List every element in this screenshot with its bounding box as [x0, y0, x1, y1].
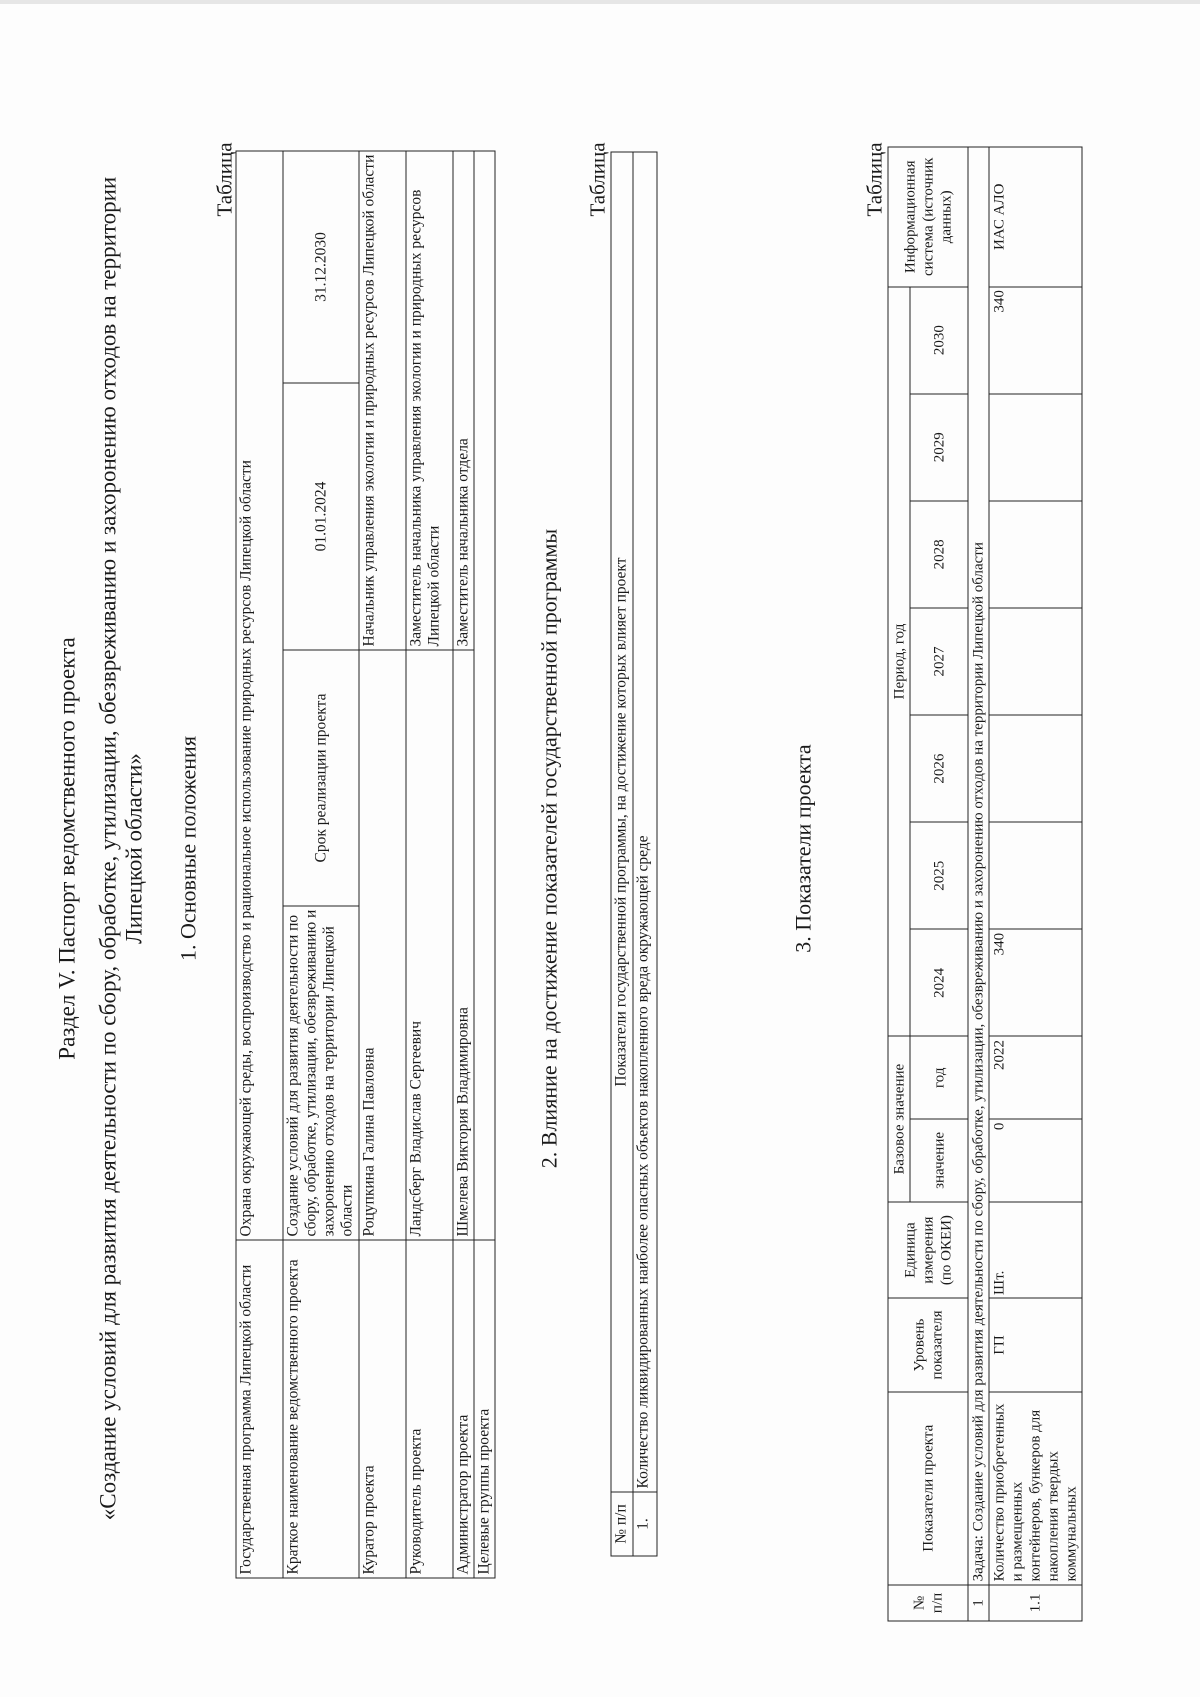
short-name-label: Краткое наименование ведомственного проекта [283, 1240, 359, 1578]
h-indicator: Показатели проекта [888, 1392, 968, 1585]
h-year-2024: 2024 [910, 929, 968, 1036]
h-base-value: значение [910, 1119, 968, 1202]
row-indicator: Количество ликвидированных наиболее опасных объектов накопленного вреда окружающей среде [633, 152, 657, 1492]
row-2029 [989, 394, 1082, 501]
table-row [453, 151, 474, 1578]
short-name-value: Создание условий для развития деятельности по сбору, обработке, утилизации, обезвреживанию и захоронению отходов на территории Липецкой области [283, 906, 359, 1240]
table-row [968, 147, 989, 1621]
task-num: 1 [968, 1585, 989, 1621]
project-indicators-table [888, 147, 1083, 1622]
section1-table-caption: Таблица [212, 142, 237, 217]
row-2025 [989, 822, 1082, 929]
table-row [989, 147, 1082, 1621]
table-row [406, 151, 453, 1578]
target-groups-label: Целевые группы проекта [474, 1240, 495, 1578]
project-title-line1: «Создание условий для развития деятельности по сбору, обработке, утилизации, обезвреживанию и захоронению отходов на территории [95, 176, 121, 1521]
h-year-2025: 2025 [910, 822, 968, 929]
row-2024: 340 [989, 929, 1082, 1036]
term-label: Срок реализации проекта [283, 650, 359, 906]
row-num: 1.1 [989, 1585, 1082, 1621]
row-unit: Шт. [989, 1202, 1082, 1299]
table-row [474, 151, 495, 1578]
head-position: Заместитель начальника управления экологии и природных ресурсов Липецкой области [406, 151, 453, 650]
curator-name: Роцупкина Галина Павловна [359, 650, 406, 1240]
admin-label: Администратор проекта [453, 1240, 474, 1578]
project-title-line2: Липецкой области» [121, 753, 147, 944]
h-year-2026: 2026 [910, 715, 968, 822]
row-2026 [989, 715, 1082, 822]
table-row [359, 151, 406, 1578]
h-unit: Единица измерения (по ОКЕИ) [888, 1202, 968, 1299]
program-label: Государственная программа Липецкой области [236, 1240, 283, 1578]
h-info: Информационная система (источник данных) [888, 147, 968, 287]
row-info: ИАС АЛО [989, 147, 1082, 287]
col-num-header: № п/п [611, 1492, 633, 1556]
task-text: Задача: Создание условий для развития деятельности по сбору, обработке, утилизации, обезвреживанию и захоронению отходов на территории Липецкой области [968, 147, 989, 1585]
section1-heading: 1. Основные положения [175, 736, 201, 961]
section3-table-caption: Таблица [862, 142, 887, 217]
section3-heading: 3. Показатели проекта [790, 744, 816, 953]
scan-top-edge [0, 0, 1200, 4]
row-level: ГП [989, 1298, 1082, 1391]
row-num: 1. [633, 1492, 657, 1556]
h-period: Период, год [888, 287, 910, 1037]
table-row [283, 151, 359, 1578]
row-2027 [989, 608, 1082, 715]
h-year-2030: 2030 [910, 287, 968, 394]
table-row [633, 152, 657, 1556]
program-indicators-table [611, 152, 658, 1557]
head-label: Руководитель проекта [406, 1240, 453, 1578]
curator-position: Начальник управления экологии и природных ресурсов Липецкой области [359, 151, 406, 650]
section2-heading: 2. Влияние на достижение показателей государственной программы [536, 528, 562, 1169]
section2-table-caption: Таблица [585, 142, 610, 217]
admin-name: Шмелева Виктория Владимировна [453, 650, 474, 1240]
main-provisions-table [236, 151, 496, 1579]
term-end: 31.12.2030 [283, 151, 359, 383]
term-start: 01.01.2024 [283, 383, 359, 650]
head-name: Ландсберг Владислав Сергеевич [406, 650, 453, 1240]
table-row [611, 152, 633, 1556]
h-base: Базовое значение [888, 1036, 910, 1201]
row-base-value: 0 [989, 1119, 1082, 1202]
h-year-2029: 2029 [910, 394, 968, 501]
h-year-2028: 2028 [910, 501, 968, 608]
row-2030: 340 [989, 287, 1082, 394]
program-value: Охрана окружающей среды, воспроизводство и рациональное использование природных ресурсов Липецкой области [236, 151, 283, 1240]
row-name: Количество приобретенных и размещенных контейнеров, бункеров для накопления твердых коммунальных [989, 1392, 1082, 1585]
col-indicator-header: Показатели государственной программы, на достижение которых влияет проект [611, 152, 633, 1492]
h-base-year: год [910, 1036, 968, 1119]
row-base-year: 2022 [989, 1036, 1082, 1119]
h-level: Уровень показателя [888, 1298, 968, 1391]
section-title: Раздел V. Паспорт ведомственного проекта [54, 637, 80, 1060]
h-num: № п/п [888, 1585, 968, 1621]
curator-label: Куратор проекта [359, 1240, 406, 1578]
table-row [888, 147, 910, 1621]
admin-position: Заместитель начальника отдела [453, 151, 474, 650]
row-2028 [989, 501, 1082, 608]
h-year-2027: 2027 [910, 608, 968, 715]
target-groups-value [474, 151, 495, 1240]
table-row [236, 151, 283, 1578]
rotated-page [48, 49, 1153, 1649]
